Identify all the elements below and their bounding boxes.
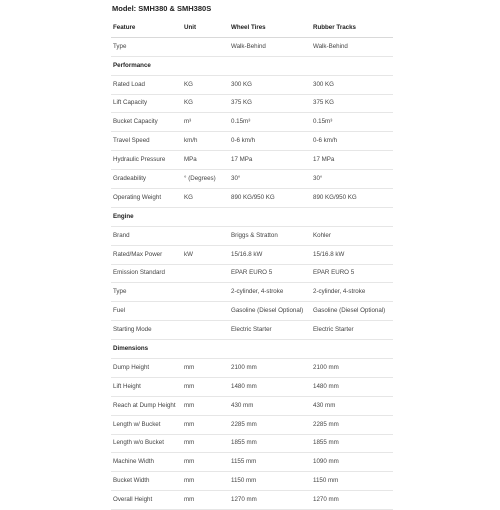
rubber-tracks-cell: 2-cylinder, 4-stroke xyxy=(311,283,393,302)
rubber-tracks-cell: 2100 mm xyxy=(311,359,393,378)
unit-cell: KG xyxy=(182,94,229,113)
feature-cell: Rated Load xyxy=(111,75,182,94)
unit-cell: mm xyxy=(182,377,229,396)
rubber-tracks-cell: 1150 mm xyxy=(311,472,393,491)
wheel-tires-cell: 0.15m³ xyxy=(229,113,311,132)
unit-cell: mm xyxy=(182,359,229,378)
feature-cell: Gradeability xyxy=(111,170,182,189)
table-row xyxy=(111,283,393,302)
rubber-tracks-cell: 430 mm xyxy=(311,396,393,415)
rubber-tracks-cell: 1480 mm xyxy=(311,377,393,396)
rubber-tracks-cell xyxy=(311,340,393,359)
section-title: Dimensions xyxy=(111,340,182,359)
feature-cell: Travel Speed xyxy=(111,132,182,151)
unit-cell xyxy=(182,283,229,302)
feature-cell: Emission Standard xyxy=(111,264,182,283)
unit-cell: mm xyxy=(182,396,229,415)
feature-cell: Hydraulic Pressure xyxy=(111,151,182,170)
rubber-tracks-cell: 17 MPa xyxy=(311,151,393,170)
rubber-tracks-cell: EPAR EURO 5 xyxy=(311,264,393,283)
unit-cell xyxy=(182,207,229,226)
rubber-tracks-cell: Walk-Behind xyxy=(311,37,393,56)
feature-cell: Starting Mode xyxy=(111,321,182,340)
unit-cell xyxy=(182,37,229,56)
wheel-tires-cell: 300 KG xyxy=(229,75,311,94)
wheel-tires-cell: 0-6 km/h xyxy=(229,132,311,151)
unit-cell: MPa xyxy=(182,151,229,170)
feature-cell: Lift Capacity xyxy=(111,94,182,113)
table-row xyxy=(111,472,393,491)
feature-cell: Bucket Width xyxy=(111,472,182,491)
wheel-tires-cell: Walk-Behind xyxy=(229,37,311,56)
rubber-tracks-cell: 15/16.8 kW xyxy=(311,245,393,264)
table-row xyxy=(111,359,393,378)
wheel-tires-cell: 375 KG xyxy=(229,94,311,113)
unit-cell xyxy=(182,264,229,283)
rubber-tracks-cell: 30° xyxy=(311,170,393,189)
section-title: Engine xyxy=(111,207,182,226)
wheel-tires-cell: 17 MPa xyxy=(229,151,311,170)
rubber-tracks-cell: 0.15m³ xyxy=(311,113,393,132)
rubber-tracks-cell: 1090 mm xyxy=(311,453,393,472)
wheel-tires-cell: 2100 mm xyxy=(229,359,311,378)
table-row xyxy=(111,75,393,94)
rubber-tracks-cell: 1855 mm xyxy=(311,434,393,453)
section-header-row xyxy=(111,56,393,75)
rubber-tracks-cell: 0-6 km/h xyxy=(311,132,393,151)
feature-cell: Lift Height xyxy=(111,377,182,396)
wheel-tires-cell: Electric Starter xyxy=(229,321,311,340)
table-row xyxy=(111,170,393,189)
rubber-tracks-cell xyxy=(311,56,393,75)
unit-cell xyxy=(182,56,229,75)
table-row xyxy=(111,302,393,321)
feature-cell: Operating Weight xyxy=(111,189,182,208)
wheel-tires-cell: 15/16.8 kW xyxy=(229,245,311,264)
feature-cell: Brand xyxy=(111,226,182,245)
unit-cell: mm xyxy=(182,453,229,472)
table-row xyxy=(111,37,393,56)
wheel-tires-cell: 2285 mm xyxy=(229,415,311,434)
section-header-row xyxy=(111,207,393,226)
wheel-tires-cell: EPAR EURO 5 xyxy=(229,264,311,283)
wheel-tires-cell: 1480 mm xyxy=(229,377,311,396)
table-row xyxy=(111,151,393,170)
wheel-tires-cell: 1270 mm xyxy=(229,491,311,510)
section-title: Performance xyxy=(111,56,182,75)
rubber-tracks-cell: Kohler xyxy=(311,226,393,245)
wheel-tires-cell xyxy=(229,207,311,226)
wheel-tires-cell: 2-cylinder, 4-stroke xyxy=(229,283,311,302)
feature-cell: Rated/Max Power xyxy=(111,245,182,264)
spec-table-body xyxy=(111,19,393,510)
rubber-tracks-cell: 300 KG xyxy=(311,75,393,94)
wheel-tires-cell: 30° xyxy=(229,170,311,189)
table-row xyxy=(111,415,393,434)
unit-cell: mm xyxy=(182,472,229,491)
model-title: Model: SMH380 & SMH380S xyxy=(112,4,212,13)
feature-cell: Bucket Capacity xyxy=(111,113,182,132)
unit-cell: mm xyxy=(182,434,229,453)
table-row xyxy=(111,113,393,132)
unit-cell: kW xyxy=(182,245,229,264)
feature-cell: Fuel xyxy=(111,302,182,321)
table-row xyxy=(111,245,393,264)
unit-cell: ° (Degrees) xyxy=(182,170,229,189)
rubber-tracks-cell xyxy=(311,207,393,226)
table-row xyxy=(111,453,393,472)
table-row xyxy=(111,264,393,283)
wheel-tires-cell xyxy=(229,56,311,75)
rubber-tracks-cell: 890 KG/950 KG xyxy=(311,189,393,208)
header-wheel-tires: Wheel Tires xyxy=(229,19,311,37)
unit-cell: km/h xyxy=(182,132,229,151)
table-row xyxy=(111,377,393,396)
table-row xyxy=(111,94,393,113)
feature-cell: Machine Width xyxy=(111,453,182,472)
table-row xyxy=(111,491,393,510)
rubber-tracks-cell: 1270 mm xyxy=(311,491,393,510)
section-header-row xyxy=(111,340,393,359)
feature-cell: Overall Height xyxy=(111,491,182,510)
unit-cell xyxy=(182,302,229,321)
rubber-tracks-cell: 2285 mm xyxy=(311,415,393,434)
feature-cell: Type xyxy=(111,283,182,302)
header-feature: Feature xyxy=(111,19,182,37)
header-unit: Unit xyxy=(182,19,229,37)
table-header-row xyxy=(111,19,393,37)
unit-cell: mm xyxy=(182,491,229,510)
feature-cell: Length w/o Bucket xyxy=(111,434,182,453)
unit-cell: KG xyxy=(182,189,229,208)
wheel-tires-cell: Gasoline (Diesel Optional) xyxy=(229,302,311,321)
wheel-tires-cell: 890 KG/950 KG xyxy=(229,189,311,208)
unit-cell xyxy=(182,321,229,340)
table-row xyxy=(111,321,393,340)
rubber-tracks-cell: Gasoline (Diesel Optional) xyxy=(311,302,393,321)
wheel-tires-cell xyxy=(229,340,311,359)
unit-cell: mm xyxy=(182,415,229,434)
table-row xyxy=(111,189,393,208)
header-rubber-tracks: Rubber Tracks xyxy=(311,19,393,37)
wheel-tires-cell: 430 mm xyxy=(229,396,311,415)
wheel-tires-cell: 1150 mm xyxy=(229,472,311,491)
feature-cell: Dump Height xyxy=(111,359,182,378)
wheel-tires-cell: Briggs & Stratton xyxy=(229,226,311,245)
rubber-tracks-cell: 375 KG xyxy=(311,94,393,113)
feature-cell: Length w/ Bucket xyxy=(111,415,182,434)
feature-cell: Type xyxy=(111,37,182,56)
unit-cell: m³ xyxy=(182,113,229,132)
wheel-tires-cell: 1855 mm xyxy=(229,434,311,453)
unit-cell xyxy=(182,226,229,245)
wheel-tires-cell: 1155 mm xyxy=(229,453,311,472)
feature-cell: Reach at Dump Height xyxy=(111,396,182,415)
spec-table xyxy=(111,19,393,510)
table-row xyxy=(111,132,393,151)
table-row xyxy=(111,226,393,245)
table-row xyxy=(111,434,393,453)
rubber-tracks-cell: Electric Starter xyxy=(311,321,393,340)
unit-cell: KG xyxy=(182,75,229,94)
table-row xyxy=(111,396,393,415)
unit-cell xyxy=(182,340,229,359)
